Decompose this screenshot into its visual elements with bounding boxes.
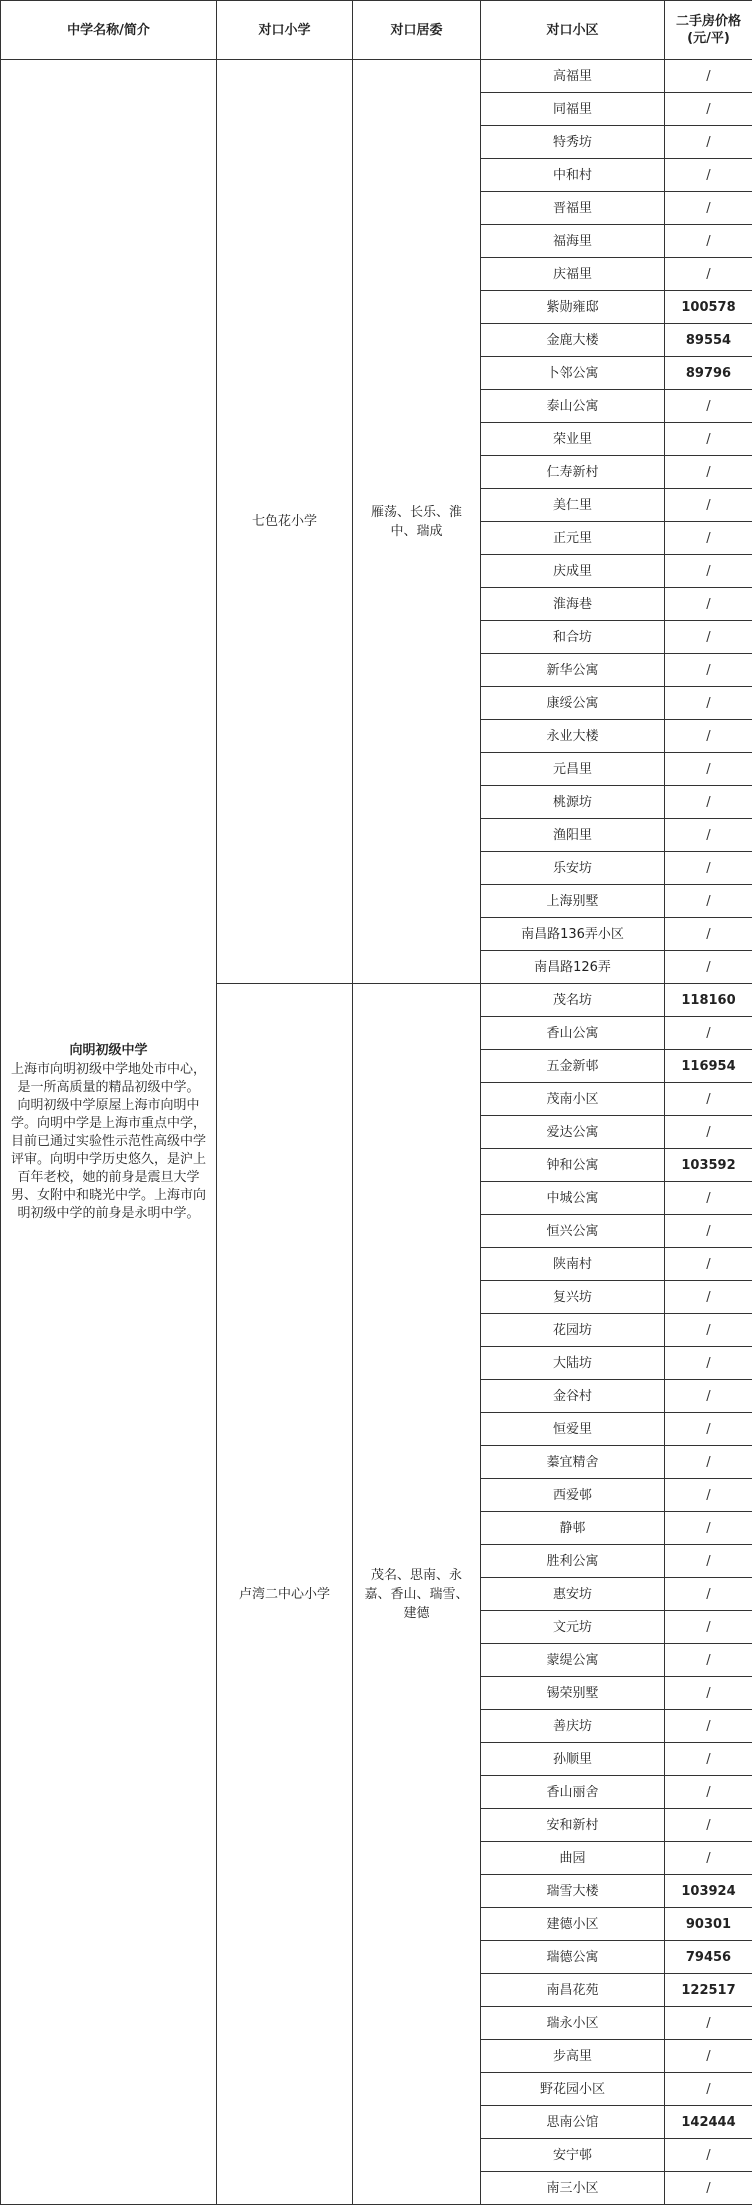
community-cell: 步高里 xyxy=(481,2040,665,2073)
price-cell: / xyxy=(665,2040,752,2073)
price-cell: / xyxy=(665,1446,752,1479)
community-cell: 上海别墅 xyxy=(481,885,665,918)
community-cell: 永业大楼 xyxy=(481,720,665,753)
community-cell: 元昌里 xyxy=(481,753,665,786)
price-cell: / xyxy=(665,951,752,984)
price-cell: / xyxy=(665,819,752,852)
community-cell: 孙顺里 xyxy=(481,1743,665,1776)
price-cell: / xyxy=(665,126,752,159)
community-cell: 桃源坊 xyxy=(481,786,665,819)
community-cell: 庆福里 xyxy=(481,258,665,291)
price-cell: / xyxy=(665,1182,752,1215)
price-cell: 79456 xyxy=(665,1941,752,1974)
community-cell: 蓁宜精舍 xyxy=(481,1446,665,1479)
price-cell: 142444 xyxy=(665,2106,752,2139)
price-cell: / xyxy=(665,555,752,588)
community-cell: 复兴坊 xyxy=(481,1281,665,1314)
community-cell: 五金新邨 xyxy=(481,1050,665,1083)
price-cell: 103592 xyxy=(665,1149,752,1182)
price-cell: / xyxy=(665,1677,752,1710)
price-cell: / xyxy=(665,1380,752,1413)
price-cell: / xyxy=(665,687,752,720)
community-cell: 福海里 xyxy=(481,225,665,258)
price-cell: / xyxy=(665,720,752,753)
community-cell: 惠安坊 xyxy=(481,1578,665,1611)
price-cell: / xyxy=(665,93,752,126)
community-cell: 南昌路136弄小区 xyxy=(481,918,665,951)
community-cell: 瑞永小区 xyxy=(481,2007,665,2040)
price-cell: / xyxy=(665,1083,752,1116)
community-cell: 中和村 xyxy=(481,159,665,192)
community-cell: 美仁里 xyxy=(481,489,665,522)
header-community: 对口小区 xyxy=(481,1,665,60)
community-cell: 同福里 xyxy=(481,93,665,126)
community-cell: 新华公寓 xyxy=(481,654,665,687)
price-cell: / xyxy=(665,390,752,423)
community-cell: 南三小区 xyxy=(481,2172,665,2205)
price-cell: 100578 xyxy=(665,291,752,324)
community-cell: 野花园小区 xyxy=(481,2073,665,2106)
community-cell: 南昌花苑 xyxy=(481,1974,665,2007)
price-cell: 89554 xyxy=(665,324,752,357)
price-cell: / xyxy=(665,489,752,522)
community-cell: 恒爱里 xyxy=(481,1413,665,1446)
price-cell: / xyxy=(665,1842,752,1875)
community-cell: 特秀坊 xyxy=(481,126,665,159)
community-cell: 思南公馆 xyxy=(481,2106,665,2139)
price-cell: / xyxy=(665,621,752,654)
community-cell: 南昌路126弄 xyxy=(481,951,665,984)
price-cell: / xyxy=(665,753,752,786)
price-cell: / xyxy=(665,1215,752,1248)
middle-school-name: 向明初级中学 xyxy=(9,1042,208,1059)
price-cell: / xyxy=(665,2139,752,2172)
price-cell: 118160 xyxy=(665,984,752,1017)
community-cell: 茂名坊 xyxy=(481,984,665,1017)
community-cell: 泰山公寓 xyxy=(481,390,665,423)
community-cell: 爱达公寓 xyxy=(481,1116,665,1149)
community-cell: 中城公寓 xyxy=(481,1182,665,1215)
primary-school-cell: 卢湾二中心小学 xyxy=(217,984,353,2205)
community-cell: 善庆坊 xyxy=(481,1710,665,1743)
price-cell: / xyxy=(665,2007,752,2040)
community-cell: 静邨 xyxy=(481,1512,665,1545)
price-cell: / xyxy=(665,786,752,819)
community-cell: 花园坊 xyxy=(481,1314,665,1347)
header-committee: 对口居委 xyxy=(353,1,481,60)
community-cell: 西爱邨 xyxy=(481,1479,665,1512)
price-cell: / xyxy=(665,1512,752,1545)
price-cell: / xyxy=(665,885,752,918)
community-cell: 仁寿新村 xyxy=(481,456,665,489)
price-cell: / xyxy=(665,456,752,489)
committee-cell: 雁荡、长乐、淮中、瑞成 xyxy=(353,60,481,984)
community-cell: 晋福里 xyxy=(481,192,665,225)
price-cell: / xyxy=(665,654,752,687)
header-price: 二手房价格(元/平) xyxy=(665,1,752,60)
community-cell: 茂南小区 xyxy=(481,1083,665,1116)
price-cell: 90301 xyxy=(665,1908,752,1941)
community-cell: 蒙缇公寓 xyxy=(481,1644,665,1677)
price-cell: / xyxy=(665,852,752,885)
community-cell: 高福里 xyxy=(481,60,665,93)
price-cell: / xyxy=(665,159,752,192)
community-cell: 安宁邨 xyxy=(481,2139,665,2172)
community-cell: 文元坊 xyxy=(481,1611,665,1644)
table-header xyxy=(1,1,752,60)
community-cell: 曲园 xyxy=(481,1842,665,1875)
community-cell: 紫勋雍邸 xyxy=(481,291,665,324)
price-cell: / xyxy=(665,1413,752,1446)
price-cell: 122517 xyxy=(665,1974,752,2007)
community-cell: 建德小区 xyxy=(481,1908,665,1941)
community-cell: 安和新村 xyxy=(481,1809,665,1842)
price-cell: / xyxy=(665,225,752,258)
price-cell: / xyxy=(665,1611,752,1644)
price-cell: / xyxy=(665,1545,752,1578)
price-cell: / xyxy=(665,1017,752,1050)
community-cell: 胜利公寓 xyxy=(481,1545,665,1578)
community-cell: 金鹿大楼 xyxy=(481,324,665,357)
price-cell: 116954 xyxy=(665,1050,752,1083)
price-cell: / xyxy=(665,1248,752,1281)
price-cell: / xyxy=(665,1578,752,1611)
price-cell: / xyxy=(665,1347,752,1380)
price-cell: / xyxy=(665,588,752,621)
price-cell: / xyxy=(665,423,752,456)
community-cell: 瑞德公寓 xyxy=(481,1941,665,1974)
community-cell: 香山公寓 xyxy=(481,1017,665,1050)
price-cell: 103924 xyxy=(665,1875,752,1908)
price-cell: / xyxy=(665,1479,752,1512)
community-cell: 瑞雪大楼 xyxy=(481,1875,665,1908)
community-cell: 钟和公寓 xyxy=(481,1149,665,1182)
community-cell: 卜邻公寓 xyxy=(481,357,665,390)
price-cell: / xyxy=(665,192,752,225)
community-cell: 渔阳里 xyxy=(481,819,665,852)
price-cell: / xyxy=(665,60,752,93)
community-cell: 庆成里 xyxy=(481,555,665,588)
price-cell: / xyxy=(665,1314,752,1347)
committee-cell: 茂名、思南、永嘉、香山、瑞雪、建德 xyxy=(353,984,481,2205)
community-cell: 荣业里 xyxy=(481,423,665,456)
community-cell: 乐安坊 xyxy=(481,852,665,885)
price-cell: / xyxy=(665,918,752,951)
community-cell: 康绥公寓 xyxy=(481,687,665,720)
price-cell: / xyxy=(665,1776,752,1809)
price-cell: / xyxy=(665,522,752,555)
price-cell: / xyxy=(665,2073,752,2106)
community-cell: 和合坊 xyxy=(481,621,665,654)
price-cell: / xyxy=(665,258,752,291)
middle-school-cell xyxy=(1,60,217,2205)
price-cell: / xyxy=(665,1710,752,1743)
price-cell: / xyxy=(665,1116,752,1149)
community-cell: 恒兴公寓 xyxy=(481,1215,665,1248)
community-cell: 陕南村 xyxy=(481,1248,665,1281)
price-cell: / xyxy=(665,1809,752,1842)
middle-school-intro: 上海市向明初级中学地处市中心，是一所高质量的精品初级中学。 向明初级中学原屋上海市向明中学。向明中学是上海市重点中学，目前已通过实验性示范性高级中学评审。向明中学历史悠久，是沪上百年老校，她的前身是震旦大学男、女附中和晓光中学。上海市向明初级中学的前身是永明中学。 xyxy=(9,1061,208,1223)
community-cell: 正元里 xyxy=(481,522,665,555)
table-row xyxy=(1,60,752,93)
community-cell: 金谷村 xyxy=(481,1380,665,1413)
price-cell: / xyxy=(665,2172,752,2205)
price-cell: / xyxy=(665,1281,752,1314)
price-cell: / xyxy=(665,1743,752,1776)
header-school: 中学名称/简介 xyxy=(1,1,217,60)
community-cell: 大陆坊 xyxy=(481,1347,665,1380)
price-cell: / xyxy=(665,1644,752,1677)
primary-school-cell: 七色花小学 xyxy=(217,60,353,984)
community-cell: 淮海巷 xyxy=(481,588,665,621)
community-cell: 香山丽舍 xyxy=(481,1776,665,1809)
price-cell: 89796 xyxy=(665,357,752,390)
community-cell: 锡荣别墅 xyxy=(481,1677,665,1710)
header-primary: 对口小学 xyxy=(217,1,353,60)
table-body xyxy=(1,60,752,2205)
